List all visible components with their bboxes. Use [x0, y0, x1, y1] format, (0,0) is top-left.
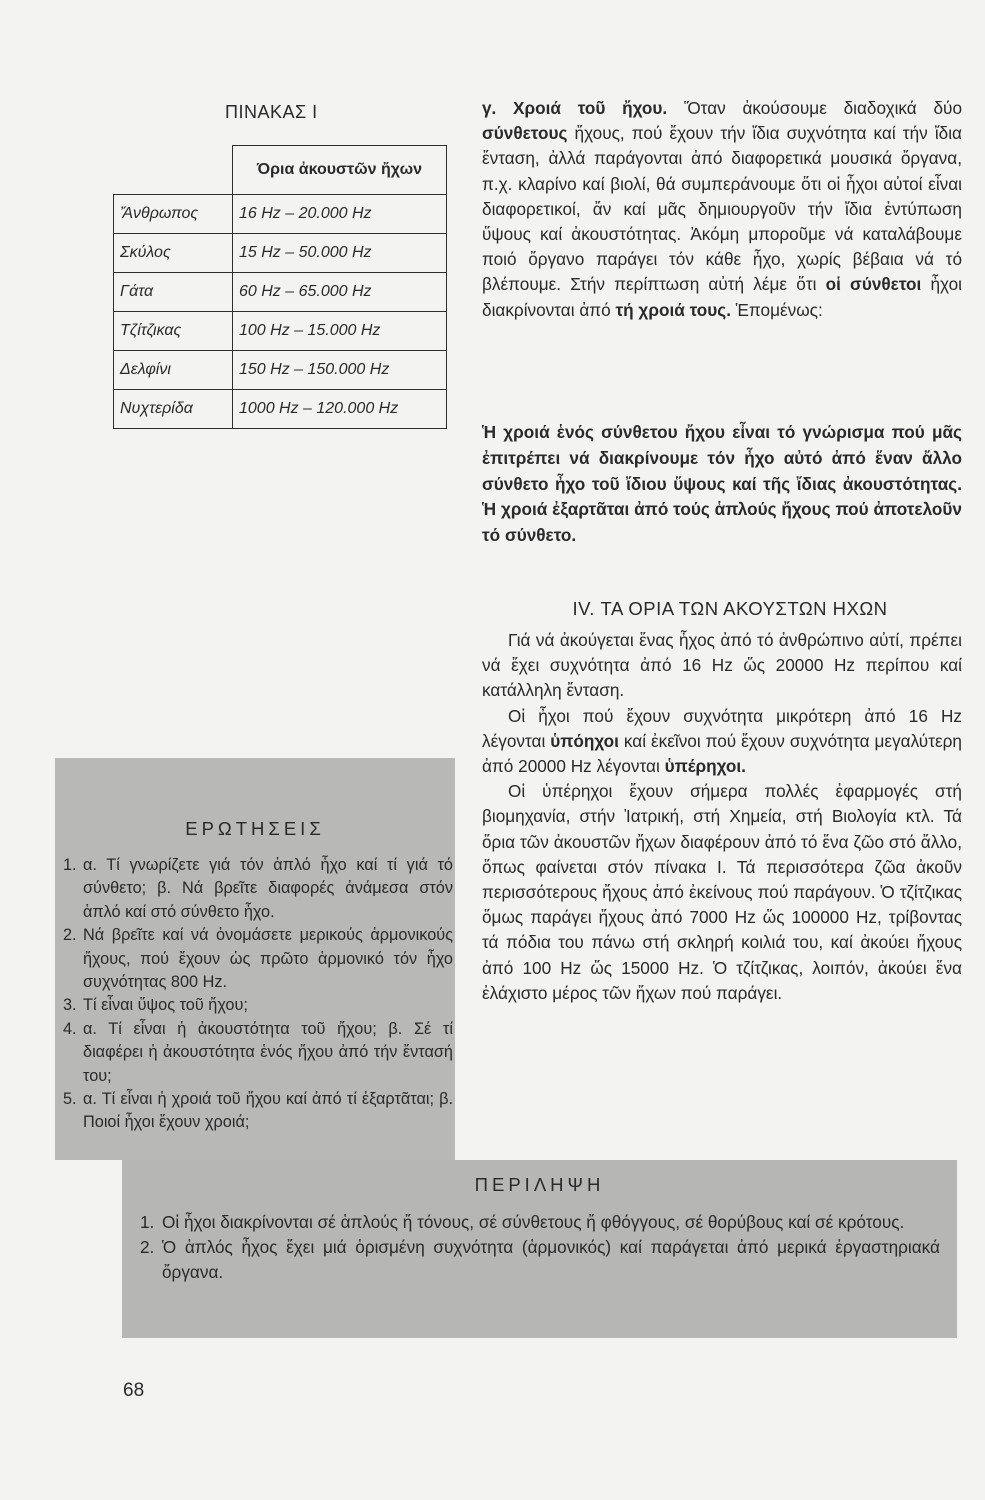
summary-box	[122, 1160, 957, 1338]
limits-section	[482, 628, 962, 1006]
question-number: 1.	[63, 856, 77, 874]
summary-number: 1.	[140, 1212, 155, 1232]
question-item	[63, 924, 453, 994]
question-item	[63, 1088, 453, 1135]
limits-paragraph: Γιά νά ἀκούγεται ἕνας ἦχος ἀπό τό ἀνθρώπινο αὐτί, πρέπει νά ἔχει συχνότητα ἀπό 16 Hz ὥς 20000 Hz περίπου καί κατάλληλη ἔνταση.	[482, 630, 962, 701]
timbre-text: Ὅταν ἀκούσουμε διαδοχικά δύο	[683, 98, 963, 118]
table-title: ΠΙΝΑΚΑΣ Ι	[225, 102, 318, 122]
limits-title: IV. ΤΑ ΟΡΙΑ ΤΩΝ ΑΚΟΥΣΤΩΝ ΗΧΩΝ	[572, 598, 888, 619]
question-number: 5.	[63, 1090, 77, 1109]
table-row	[114, 390, 447, 429]
question-item	[63, 854, 453, 924]
infrasound-term: ὑπόηχοι	[550, 730, 619, 751]
summary-title: ΠΕΡΙΛΗΨΗ	[474, 1174, 605, 1195]
hearing-limits-table	[113, 145, 447, 429]
question-number: 3.	[63, 996, 77, 1015]
ultrasound-term: ὑπέρηχοι.	[664, 756, 746, 777]
question-item	[63, 1018, 453, 1088]
table-row	[114, 273, 447, 312]
question-text: α. Τί εἶναι ἡ ἀκουστότητα τοῦ ἤχου; β. Σέ τί διαφέρει ἡ ἀκουστότητα ἑνός ἤχου ἀπό τήν ἔντασή του;	[83, 1019, 453, 1085]
summary-list	[140, 1210, 940, 1286]
table-cell-animal: Ἄνθρωπος	[114, 195, 233, 234]
timbre-section	[482, 96, 962, 323]
table-cell-range: 15 Hz – 50.000 Hz	[233, 234, 447, 273]
summary-item	[140, 1235, 940, 1285]
table-cell-animal: Γάτα	[114, 273, 233, 312]
question-number: 4.	[63, 1019, 77, 1038]
table-cell-animal: Τζίτζικας	[114, 312, 233, 351]
summary-text: Ὁ ἁπλός ἦχος ἔχει μιά ὁρισμένη συχνότητα (ἁρμονικός) καί παράγεται ἀπό μερικά ἐργαστηριακά ὄργανα.	[162, 1237, 940, 1283]
limits-paragraph	[482, 704, 962, 780]
limits-paragraph: Οἱ ὑπέρηχοι ἔχουν σήμερα πολλές ἐφαρμογές στή βιομηχανία, στήν Ἰατρική, στή Χημεία, στή Βιολογία κτλ. Τά ὅρια τῶν ἀκουστῶν ἤχων διαφέρουν ἀπό τό ἕνα ζῶο στό ἄλλο, ὅπως φαίνεται στόν πίνακα Ι. Τά περισσότερα ζῶα ἀκοῦν περισσότερους ἤχους ἀπό ἐκείνους πού παράγουν. Ὁ τζίτζικας ὅμως παράγει ἤχους ἀπό 7000 Hz ὥς 100000 Hz, τρίβοντας τά πόδια του πάνω στή σκληρή κοιλιά του, καί ἀκούει ἤχους ἀπό 100 Hz ὥς 15000 Hz. Ὁ τζίτζικας, λοιπόν, ἀκούει ἕνα ἐλάχιστο μέρος τῶν ἤχων πού παράγει.	[482, 781, 962, 1003]
table-cell-range: 60 Hz – 65.000 Hz	[233, 273, 447, 312]
timbre-paragraph	[482, 96, 962, 323]
page-number: 68	[123, 1380, 145, 1401]
table-header-row	[114, 146, 447, 195]
table-row	[114, 234, 447, 273]
table-row	[114, 195, 447, 234]
timbre-text: Ἑπομένως:	[735, 299, 823, 320]
summary-number: 2.	[140, 1237, 155, 1258]
table-cell-animal: Σκύλος	[114, 234, 233, 273]
table-row	[114, 351, 447, 390]
question-number: 2.	[63, 926, 77, 945]
timbre-rule: Ἡ χροιά ἑνός σύνθετου ἤχου εἶναι τό γνώρισμα πού μᾶς ἐπιτρέπει νά διακρίνουμε τόν ἦχο αὐτό ἀπό ἕναν ἄλλο σύνθετο ἦχο τοῦ ἴδιου ὕψους καί τῆς ἴδιας ἀκουστότητας. Ἡ χροιά ἐξαρτᾶται ἀπό τούς ἁπλούς ἤχους πού ἀποτελοῦν τό σύνθετο.	[482, 422, 962, 546]
question-text: Τί εἶναι ὕψος τοῦ ἤχου;	[83, 996, 248, 1015]
questions-title: ΕΡΩΤΗΣΕΙΣ	[185, 818, 325, 839]
question-text: Νά βρεῖτε καί νά ὀνομάσετε μερικούς ἁρμονικούς ἤχους, πού ἔχουν ὡς πρῶτο ἁρμονικό τόν ἦχο συχνότητας 800 Hz.	[83, 926, 453, 992]
timbre-bold: οἱ σύνθετοι	[825, 274, 922, 295]
question-text: α. Τί εἶναι ἡ χροιά τοῦ ἤχου καί ἀπό τί ἐξαρτᾶται; β. Ποιοί ἦχοι ἔχουν χροιά;	[83, 1090, 453, 1132]
table-row	[114, 312, 447, 351]
timbre-text: ἤχους, πού ἔχουν τήν ἴδια συχνότητα καί τήν ἴδια ἔνταση, ἀλλά παράγονται ἀπό διαφορετικά μουσικά ὄργανα, π.χ. κλαρίνο καί βιολί, θά συμπεράνουμε ὅτι οἱ ἦχοι αὐτοί εἶναι διαφορετικοί, ἄν καί μᾶς δημιουργοῦν τήν ἴδια ἐντύπωση ὕψους καί ἀκουστότητας. Ἀκόμη μποροῦμε νά καταλάβουμε ποιό ὄργανο παράγει τόν κάθε ἦχο, χωρίς βέβαια νά τό βλέπουμε. Στήν περίπτωση αὐτή λέμε ὅτι	[482, 123, 962, 295]
limits-text: καί ἐκεῖνοι πού ἔχουν συχνότητα μεγαλύτερη ἀπό 20000 Hz λέγονται	[482, 730, 962, 777]
table-cell-range: 16 Hz – 20.000 Hz	[233, 195, 447, 234]
table-cell-animal: Νυχτερίδα	[114, 390, 233, 429]
table-cell-animal: Δελφίνι	[114, 351, 233, 390]
timbre-heading: γ. Χροιά τοῦ ἤχου.	[482, 98, 668, 118]
limits-text: Οἱ ἦχοι πού ἔχουν συχνότητα μικρότερη ἀπό 16 Hz λέγονται	[482, 705, 962, 751]
question-item	[63, 994, 453, 1017]
question-text: α. Τί γνωρίζετε γιά τόν ἁπλό ἦχο καί τί γιά τό σύνθετο; β. Νά βρεῖτε διαφορές ἀνάμεσα στόν ἁπλό καί στό σύνθετο ἦχο.	[83, 856, 453, 921]
questions-list	[63, 854, 453, 1135]
table-cell-range: 1000 Hz – 120.000 Hz	[233, 390, 447, 429]
table-header-blank	[114, 146, 233, 195]
questions-box	[55, 758, 455, 1160]
timbre-bold: τή χροιά τους.	[615, 299, 731, 320]
timbre-text: ἦχοι διακρίνονται ἀπό	[482, 274, 962, 320]
summary-item	[140, 1210, 940, 1235]
table-header-range: Όρια ἀκουστῶν ἤχων	[233, 146, 447, 195]
summary-text: Οἱ ἦχοι διακρίνονται σέ ἁπλούς ἤ τόνους, σέ σύνθετους ἤ φθόγγους, σέ θορύβους καί σέ κρότους.	[162, 1212, 905, 1232]
table-cell-range: 100 Hz – 15.000 Hz	[233, 312, 447, 351]
timbre-bold: σύνθετους	[482, 123, 568, 144]
table-cell-range: 150 Hz – 150.000 Hz	[233, 351, 447, 390]
